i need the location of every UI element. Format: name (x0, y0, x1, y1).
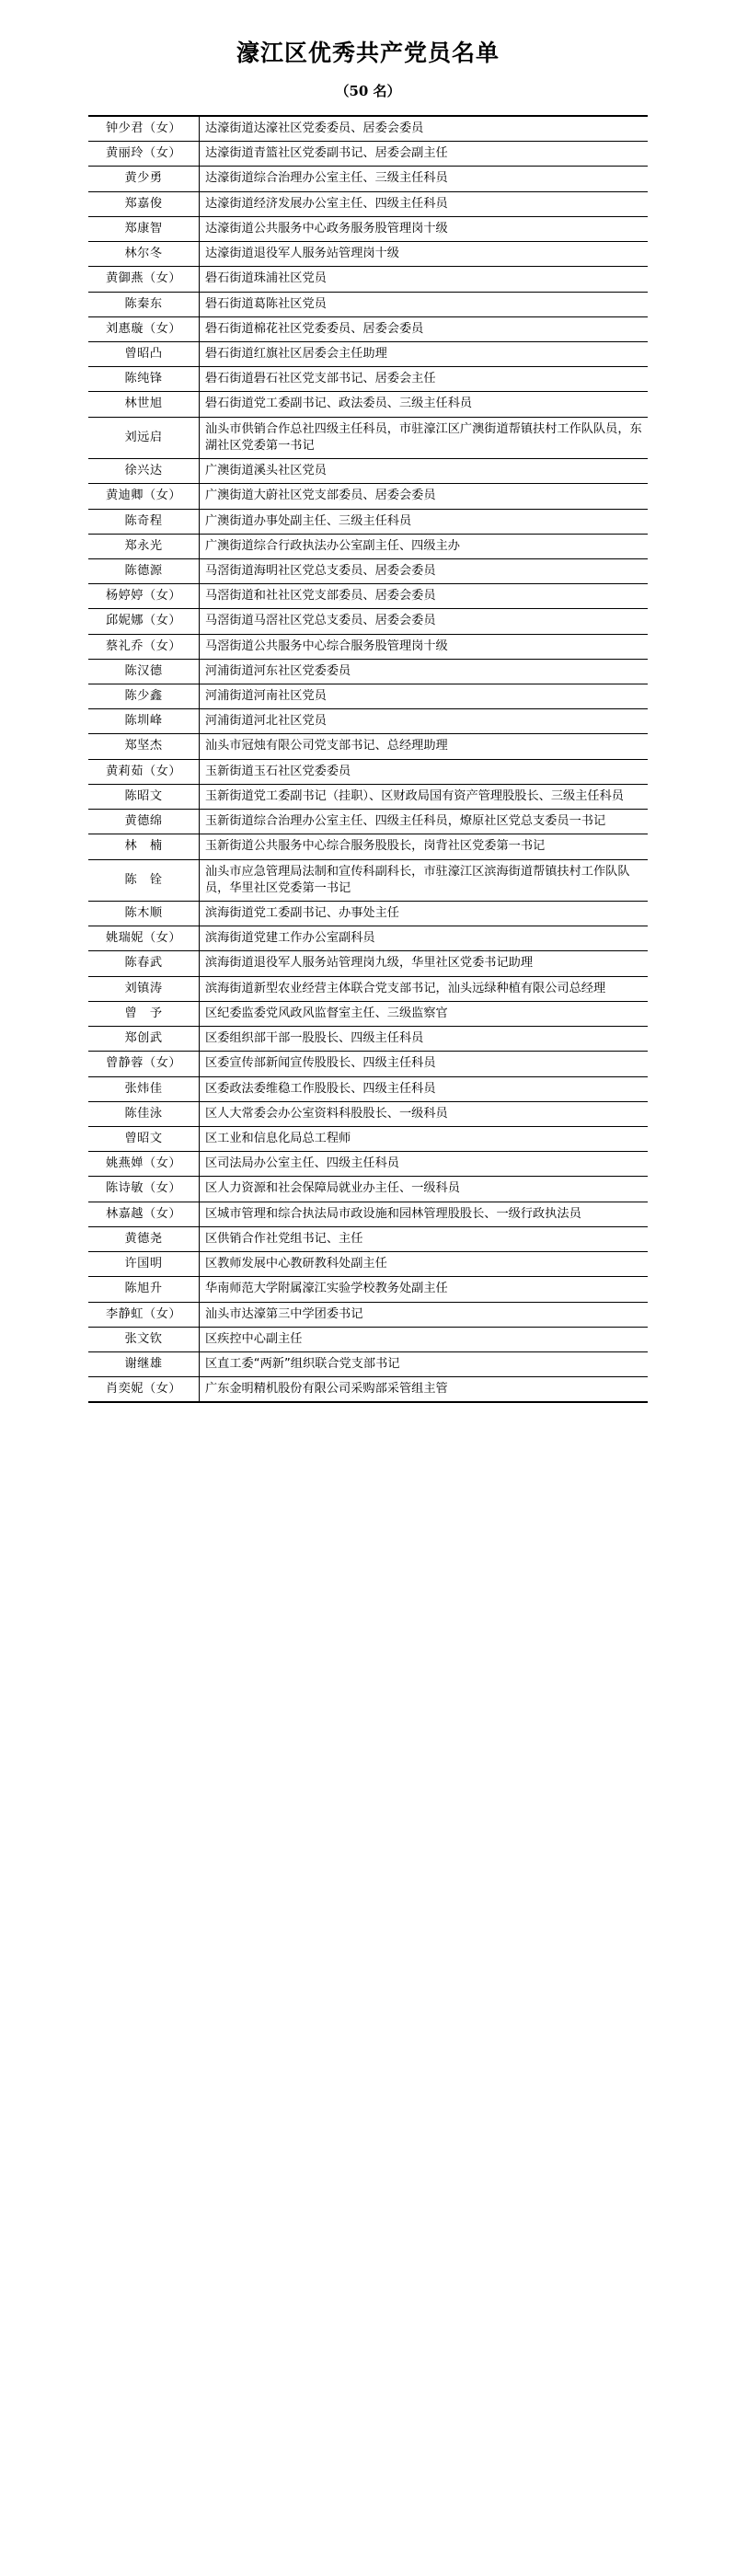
table-row (88, 316, 648, 341)
table-row (88, 1001, 648, 1026)
member-position: 玉新街道公共服务中心综合服务股股长，岗背社区党委第一书记 (200, 834, 649, 859)
member-position: 达濠街道公共服务中心政务服务股管理岗十级 (200, 216, 649, 241)
table-row (88, 634, 648, 659)
member-position: 玉新街道党工委副书记（挂职）、区财政局国有资产管理股股长、三级主任科员 (200, 784, 649, 809)
member-position: 滨海街道新型农业经营主体联合党支部书记，汕头远绿种植有限公司总经理 (200, 976, 649, 1001)
table-row (88, 267, 648, 292)
member-name: 李静虹（女） (88, 1302, 200, 1327)
member-position: 广澳街道综合行政执法办公室副主任、四级主办 (200, 534, 649, 558)
member-name: 陈旭升 (88, 1277, 200, 1302)
member-position: 玉新街道综合治理办公室主任、四级主任科员，燎原社区党总支委员一书记 (200, 810, 649, 834)
member-position: 河浦街道河北社区党员 (200, 709, 649, 734)
member-position: 礐石街道党工委副书记、政法委员、三级主任科员 (200, 392, 649, 417)
table-row (88, 784, 648, 809)
table-row (88, 1277, 648, 1302)
table-row (88, 534, 648, 558)
member-name: 林世旭 (88, 392, 200, 417)
table-row (88, 1101, 648, 1126)
table-row (88, 1202, 648, 1226)
member-name: 曾昭文 (88, 1126, 200, 1151)
member-position: 滨海街道退役军人服务站管理岗九级，华里社区党委书记助理 (200, 951, 649, 976)
table-row (88, 659, 648, 684)
table-row (88, 292, 648, 316)
member-position: 达濠街道青篮社区党委副书记、居委会副主任 (200, 142, 649, 167)
member-name: 黄御燕（女） (88, 267, 200, 292)
member-name: 林嘉越（女） (88, 1202, 200, 1226)
member-name: 姚瑞妮（女） (88, 926, 200, 951)
member-position: 礐石街道棉花社区党委委员、居委会委员 (200, 316, 649, 341)
table-row (88, 116, 648, 142)
member-name: 张文钦 (88, 1327, 200, 1351)
table-row (88, 609, 648, 634)
table-row (88, 584, 648, 609)
table-row (88, 859, 648, 901)
member-name: 陈诗敏（女） (88, 1177, 200, 1202)
member-name: 陈春武 (88, 951, 200, 976)
member-position: 玉新街道玉石社区党委委员 (200, 759, 649, 784)
table-row (88, 709, 648, 734)
member-position: 马滘街道海明社区党总支委员、居委会委员 (200, 558, 649, 583)
table-row (88, 1177, 648, 1202)
table-row (88, 484, 648, 509)
table-row (88, 191, 648, 216)
member-name: 陈奇程 (88, 509, 200, 534)
member-name: 陈秦东 (88, 292, 200, 316)
member-name: 郑嘉俊 (88, 191, 200, 216)
member-position: 区人大常委会办公室资料科股股长、一级科员 (200, 1101, 649, 1126)
member-position: 礐石街道珠浦社区党员 (200, 267, 649, 292)
member-position: 滨海街道党工委副书记、办事处主任 (200, 902, 649, 926)
member-name: 陈 铨 (88, 859, 200, 901)
table-row (88, 167, 648, 191)
member-name: 林 楠 (88, 834, 200, 859)
member-name: 曾昭凸 (88, 341, 200, 366)
member-position: 滨海街道党建工作办公室副科员 (200, 926, 649, 951)
member-name: 蔡礼乔（女） (88, 634, 200, 659)
member-position: 广澳街道溪头社区党员 (200, 459, 649, 484)
table-row (88, 341, 648, 366)
member-position: 区疾控中心副主任 (200, 1327, 649, 1351)
table-row (88, 1252, 648, 1277)
table-row (88, 1302, 648, 1327)
member-name: 刘惠璇（女） (88, 316, 200, 341)
member-position: 区纪委监委党风政风监督室主任、三级监察官 (200, 1001, 649, 1026)
table-row (88, 926, 648, 951)
member-position: 达濠街道经济发展办公室主任、四级主任科员 (200, 191, 649, 216)
table-row (88, 142, 648, 167)
table-row (88, 242, 648, 267)
member-name: 钟少君（女） (88, 116, 200, 142)
member-name: 黄丽玲（女） (88, 142, 200, 167)
member-name: 陈汉德 (88, 659, 200, 684)
member-position: 广澳街道大蔚社区党支部委员、居委会委员 (200, 484, 649, 509)
member-position: 区委政法委维稳工作股股长、四级主任科员 (200, 1076, 649, 1101)
member-position: 区人力资源和社会保障局就业办主任、一级科员 (200, 1177, 649, 1202)
member-name: 陈圳峰 (88, 709, 200, 734)
member-name: 徐兴达 (88, 459, 200, 484)
member-position: 广东金明精机股份有限公司采购部采管组主管 (200, 1377, 649, 1403)
member-name: 曾 予 (88, 1001, 200, 1026)
member-name: 杨婷婷（女） (88, 584, 200, 609)
table-row (88, 558, 648, 583)
table-row (88, 1377, 648, 1403)
table-row (88, 367, 648, 392)
table-row (88, 1152, 648, 1177)
table-row (88, 1226, 648, 1251)
member-position: 区工业和信息化局总工程师 (200, 1126, 649, 1151)
table-row (88, 734, 648, 759)
member-name: 黄德尧 (88, 1226, 200, 1251)
member-name: 林尔冬 (88, 242, 200, 267)
member-position: 礐石街道红旗社区居委会主任助理 (200, 341, 649, 366)
page-title: 濠江区优秀共产党员名单 (236, 40, 500, 66)
member-name: 刘远启 (88, 417, 200, 458)
member-name: 张炜佳 (88, 1076, 200, 1101)
table-row (88, 1052, 648, 1076)
roster-table (88, 115, 648, 1403)
member-name: 黄少勇 (88, 167, 200, 191)
member-position: 河浦街道河东社区党委委员 (200, 659, 649, 684)
member-name: 黄莉茹（女） (88, 759, 200, 784)
member-name: 郑永光 (88, 534, 200, 558)
member-position: 礐石街道礐石社区党支部书记、居委会主任 (200, 367, 649, 392)
table-row (88, 902, 648, 926)
member-position: 区司法局办公室主任、四级主任科员 (200, 1152, 649, 1177)
table-row (88, 392, 648, 417)
table-row (88, 684, 648, 709)
table-row (88, 976, 648, 1001)
member-position: 区直工委“两新”组织联合党支部书记 (200, 1351, 649, 1376)
table-row (88, 1351, 648, 1376)
member-name: 肖奕妮（女） (88, 1377, 200, 1403)
member-name: 谢继雄 (88, 1351, 200, 1376)
member-position: 达濠街道综合治理办公室主任、三级主任科员 (200, 167, 649, 191)
member-name: 陈德源 (88, 558, 200, 583)
table-row (88, 759, 648, 784)
member-position: 区委宣传部新闻宣传股股长、四级主任科员 (200, 1052, 649, 1076)
table-row (88, 459, 648, 484)
member-name: 郑创武 (88, 1027, 200, 1052)
member-name: 黄迪卿（女） (88, 484, 200, 509)
member-position: 汕头市冠烛有限公司党支部书记、总经理助理 (200, 734, 649, 759)
member-position: 河浦街道河南社区党员 (200, 684, 649, 709)
table-row (88, 1126, 648, 1151)
member-position: 广澳街道办事处副主任、三级主任科员 (200, 509, 649, 534)
member-name: 黄德绵 (88, 810, 200, 834)
table-row (88, 1327, 648, 1351)
member-name: 陈少鑫 (88, 684, 200, 709)
member-position: 区城市管理和综合执法局市政设施和园林管理股股长、一级行政执法员 (200, 1202, 649, 1226)
member-position: 达濠街道退役军人服务站管理岗十级 (200, 242, 649, 267)
table-row (88, 1027, 648, 1052)
member-position: 礐石街道葛陈社区党员 (200, 292, 649, 316)
member-name: 陈佳泳 (88, 1101, 200, 1126)
member-position: 汕头市应急管理局法制和宣传科副科长，市驻濠江区滨海街道帮镇扶村工作队队员，华里社区党委第一书记 (200, 859, 649, 901)
member-position: 达濠街道达濠社区党委委员、居委会委员 (200, 116, 649, 142)
member-position: 汕头市达濠第三中学团委书记 (200, 1302, 649, 1327)
table-row (88, 810, 648, 834)
table-row (88, 417, 648, 458)
table-row (88, 834, 648, 859)
member-name: 邱妮娜（女） (88, 609, 200, 634)
member-position: 汕头市供销合作总社四级主任科员，市驻濠江区广澳街道帮镇扶村工作队队员，东湖社区党委第一书记 (200, 417, 649, 458)
member-name: 郑康智 (88, 216, 200, 241)
table-row (88, 216, 648, 241)
member-position: 马滘街道和社社区党支部委员、居委会委员 (200, 584, 649, 609)
member-name: 陈昭文 (88, 784, 200, 809)
member-position: 区委组织部干部一股股长、四级主任科员 (200, 1027, 649, 1052)
table-row (88, 509, 648, 534)
table-row (88, 951, 648, 976)
member-name: 郑坚杰 (88, 734, 200, 759)
member-position: 马滘街道马滘社区党总支委员、居委会委员 (200, 609, 649, 634)
member-position: 马滘街道公共服务中心综合服务股管理岗十级 (200, 634, 649, 659)
member-name: 陈木顺 (88, 902, 200, 926)
member-name: 许国明 (88, 1252, 200, 1277)
table-row (88, 1076, 648, 1101)
member-position: 区供销合作社党组书记、主任 (200, 1226, 649, 1251)
member-position: 华南师范大学附属濠江实验学校教务处副主任 (200, 1277, 649, 1302)
page-subtitle: （50 名） (335, 83, 401, 99)
member-position: 区教师发展中心教研教科处副主任 (200, 1252, 649, 1277)
member-name: 姚燕婵（女） (88, 1152, 200, 1177)
member-name: 刘镇涛 (88, 976, 200, 1001)
member-name: 陈纯锋 (88, 367, 200, 392)
member-name: 曾静蓉（女） (88, 1052, 200, 1076)
